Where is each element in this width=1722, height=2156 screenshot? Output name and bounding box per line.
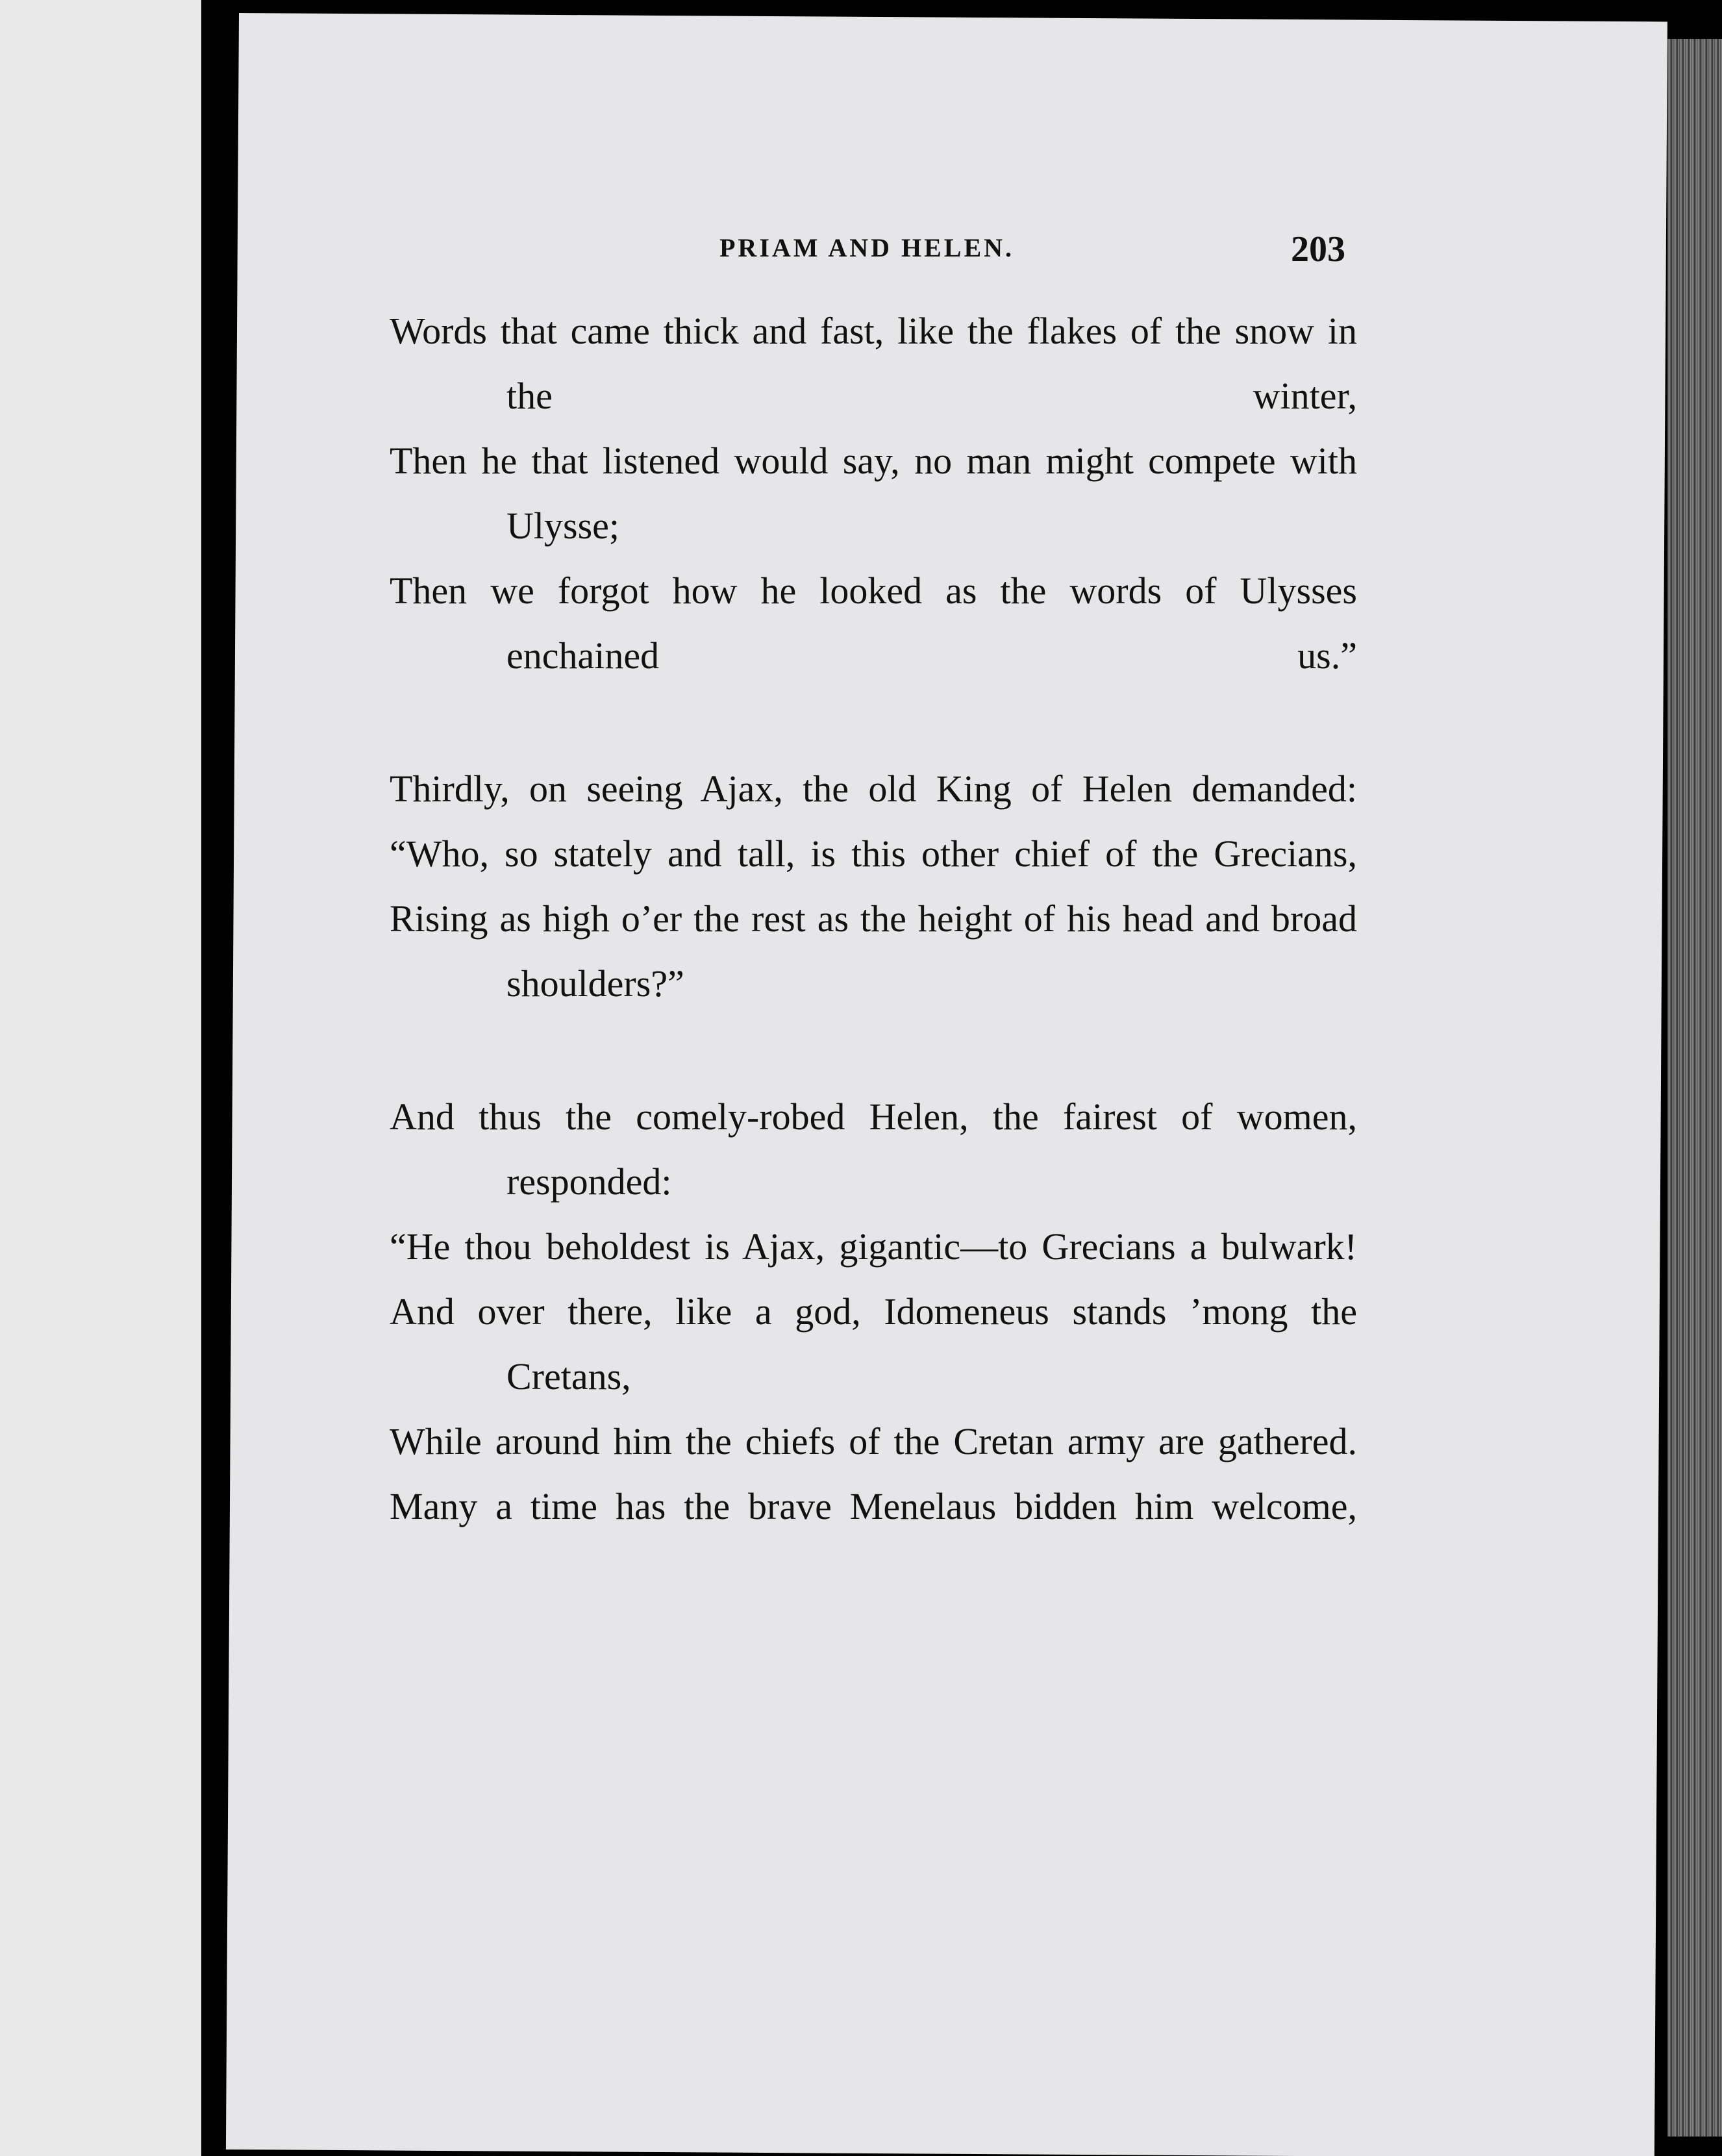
facing-page-edge: [0, 0, 201, 2156]
verse-line: Thirdly, on seeing Ajax, the old King of Helen demanded:: [390, 768, 1357, 810]
verse-line: “Who, so stately and tall, is this other chief of the Grecians,: [390, 833, 1357, 875]
page-stack-edge: [1667, 39, 1722, 2137]
verse-line: “He thou beholdest is Ajax, gigantic—to Grecians a bulwark!: [390, 1225, 1357, 1268]
verse-line: Then he that listened would say, no man might compete with Ulysse;: [390, 440, 1357, 547]
poem-text: [390, 299, 1357, 1539]
stanza: [390, 299, 1357, 688]
verse-line: And thus the comely-robed Helen, the fairest of women, responded:: [390, 1096, 1357, 1203]
stanza: [390, 757, 1357, 1016]
verse-line: And over there, like a god, Idomeneus stands ’mong the Cretans,: [390, 1290, 1357, 1398]
stanza: [390, 1084, 1357, 1539]
verse-line: Many a time has the brave Menelaus bidden him welcome,: [390, 1485, 1357, 1527]
verse-line: While around him the chiefs of the Cretan army are gathered.: [390, 1420, 1357, 1462]
verse-line: Rising as high o’er the rest as the height of his head and broad shoulders?”: [390, 897, 1357, 1005]
verse-line: Words that came thick and fast, like the flakes of the snow in the winter,: [390, 310, 1357, 417]
running-head: [479, 229, 1388, 274]
verse-line: Then we forgot how he looked as the words of Ulysses enchained us.”: [390, 570, 1357, 677]
stanza-break: [390, 688, 1357, 757]
page-number: 203: [1291, 229, 1345, 270]
stanza-break: [390, 1016, 1357, 1084]
running-title: PRIAM AND HELEN.: [719, 233, 1015, 262]
